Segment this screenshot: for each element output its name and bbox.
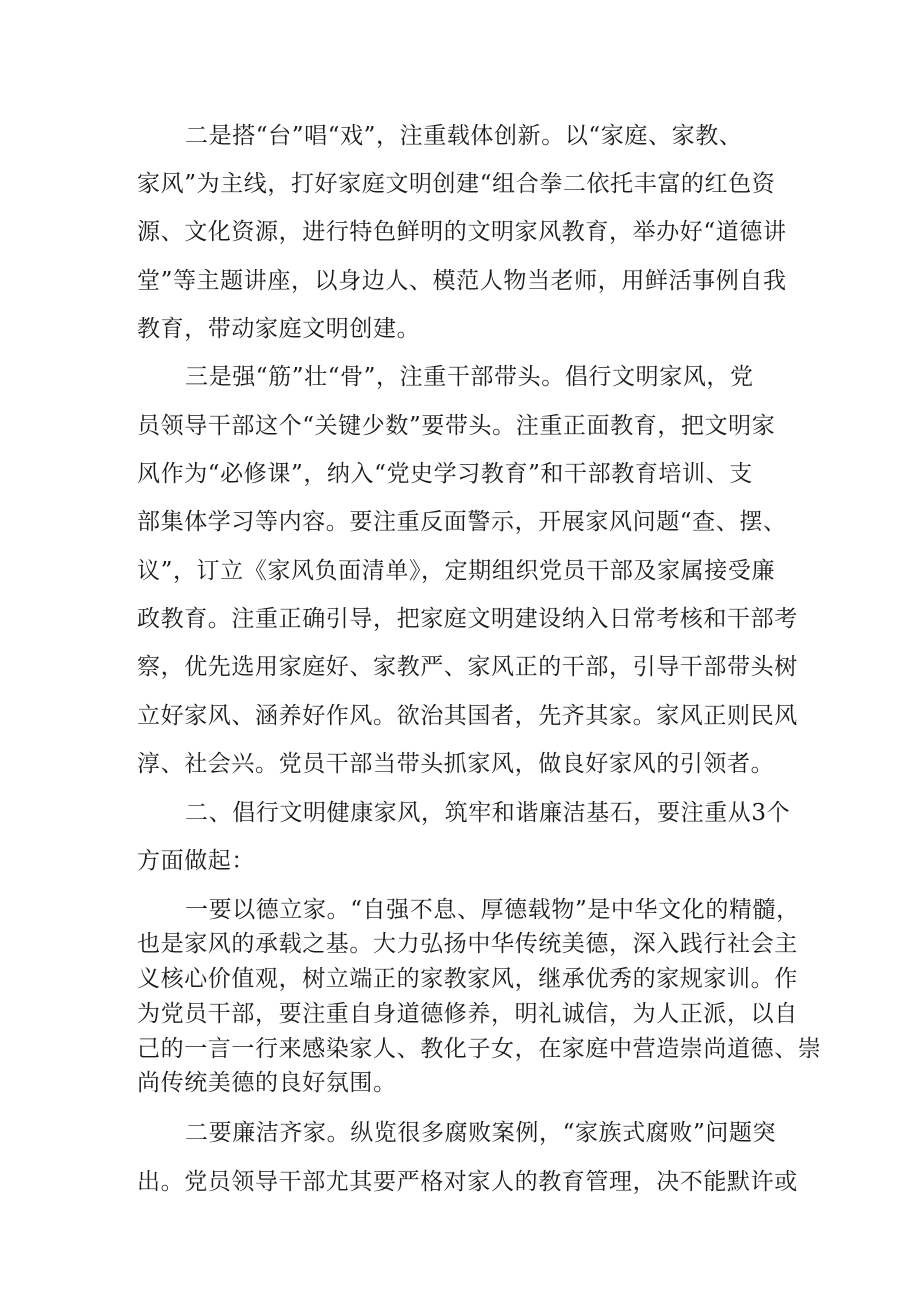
text-line: 源、文化资源，进行特色鲜明的文明家风教育，举办好“道德讲 — [137, 219, 787, 245]
text-line: 堂”等主题讲座，以身边人、模范人物当老师，用鲜活事例自我 — [137, 268, 787, 294]
text-line: 三是强“筋”壮“骨”，注重干部带头。倡行文明家风，党 — [185, 364, 754, 390]
text-line: 义核心价值观，树立端正的家教家风，继承优秀的家规家训。作 — [137, 966, 798, 992]
text-line: 风作为“必修课”，纳入“党史学习教育”和干部教育培训、支 — [137, 461, 753, 487]
text-line: 己的一言一行来感染家人、教化子女，在家庭中营造崇尚道德、崇 — [137, 1036, 822, 1062]
text-line: 立好家风、涵养好作风。欲治其国者，先齐其家。家风正则民风 — [137, 703, 798, 729]
text-line: 方面做起： — [137, 848, 255, 874]
text-line: 淳、社会兴。党员干部当带头抓家风，做良好家风的引领者。 — [137, 751, 775, 777]
text-line: 政教育。注重正确引导，把家庭文明建设纳入日常考核和干部考 — [137, 606, 798, 632]
text-line: 员领导干部这个“关键少数”要带头。注重正面教育，把文明家 — [137, 413, 776, 439]
text-line: 议”，订立《家风负面清单》，定期组织党员干部及家属接受廉 — [137, 558, 776, 584]
text-line: 尚传统美德的良好氛围。 — [137, 1070, 397, 1096]
text-line: 二、倡行文明健康家风，筑牢和谐廉洁基石，要注重从3个 — [185, 800, 791, 826]
text-line: 也是家风的承载之基。大力弘扬中华传统美德，深入践行社会主 — [137, 931, 798, 957]
text-line: 一要以德立家。“自强不息、厚德载物”是中华文化的精髓， — [185, 897, 800, 923]
text-line: 部集体学习等内容。要注重反面警示，开展家风问题“查、摆、 — [137, 509, 787, 535]
text-line: 二是搭“台”唱“戏”，注重载体创新。以“家庭、家教、 — [185, 123, 743, 149]
text-line: 家风”为主线，打好家庭文明创建“组合拳二依托丰富的红色资 — [137, 171, 776, 197]
text-line: 出。党员领导干部尤其要严格对家人的教育管理，决不能默许或 — [137, 1169, 798, 1195]
text-line: 二要廉洁齐家。纵览很多腐败案例，“家族式腐败”问题突 — [185, 1120, 777, 1146]
text-line: 察，优先选用家庭好、家教严、家风正的干部，引导干部带头树 — [137, 654, 798, 680]
text-line: 教育，带动家庭文明创建。 — [137, 316, 421, 342]
text-line: 为党员干部，要注重自身道德修养，明礼诚信，为人正派，以自 — [137, 1001, 798, 1027]
